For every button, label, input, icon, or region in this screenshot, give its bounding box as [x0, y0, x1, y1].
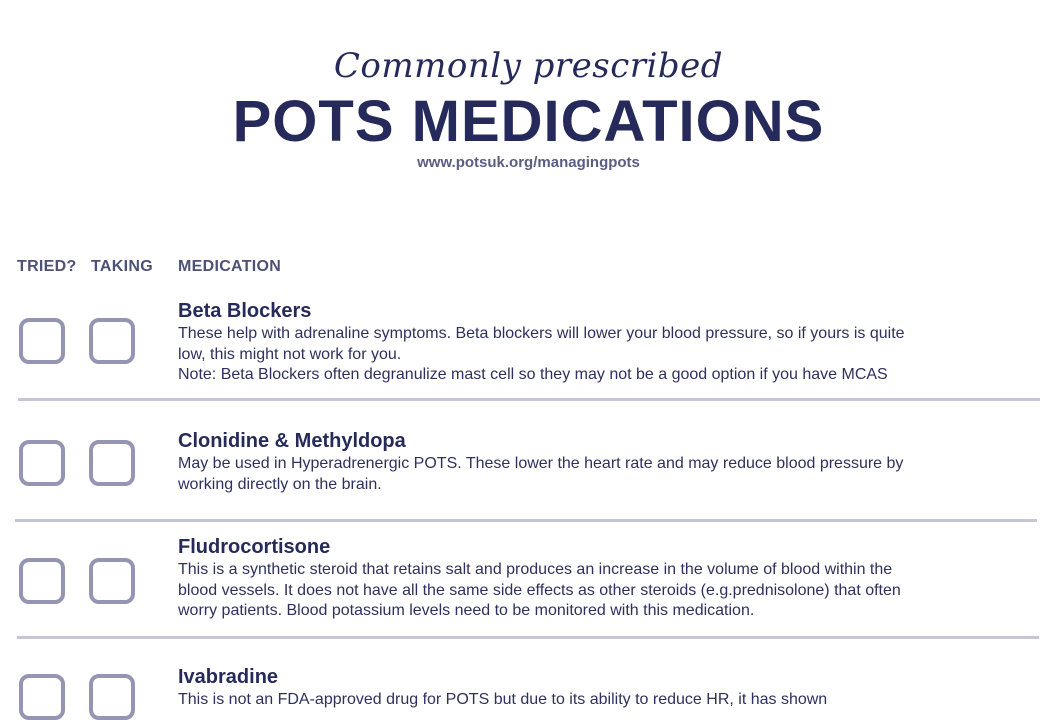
medication-description — [178, 690, 1028, 711]
tried-checkbox[interactable] — [19, 558, 65, 604]
description-line: May be used in Hyperadrenergic POTS. These lower the heart rate and may reduce blood pressure by — [178, 455, 904, 472]
description-line: This is a synthetic steroid that retains salt and produces an increase in the volume of blood within the — [178, 561, 893, 578]
row-divider — [17, 636, 1039, 639]
taking-checkbox[interactable] — [89, 318, 135, 364]
taking-checkbox[interactable] — [89, 558, 135, 604]
description-line: blood vessels. It does not have all the same side effects as other steroids (e.g.prednisolone) that often — [178, 581, 901, 599]
medication-name: Fludrocortisone — [178, 536, 331, 558]
tried-checkbox[interactable] — [19, 674, 65, 720]
medication-description — [178, 560, 1028, 622]
description-line: This is not an FDA-approved drug for POTS but due to its ability to reduce HR, it has shown — [178, 691, 828, 708]
description-line: Note: Beta Blockers often degranulize mast cell so they may not be a good option if you have MCAS — [178, 366, 888, 383]
medication-name: Ivabradine — [178, 666, 279, 688]
tried-checkbox[interactable] — [19, 318, 65, 364]
page-url[interactable]: www.potsuk.org/managingpots — [417, 154, 640, 171]
medication-name: Beta Blockers — [178, 300, 312, 322]
description-line: worry patients. Blood potassium levels need to be monitored with this medication. — [178, 602, 755, 619]
medication-description — [178, 454, 1028, 495]
row-divider — [18, 398, 1040, 401]
medication-description — [178, 324, 1028, 386]
tried-checkbox[interactable] — [19, 440, 65, 486]
page-subtitle: Commonly prescribed — [333, 46, 724, 86]
description-line: low, this might not work for you. — [178, 345, 402, 363]
taking-checkbox[interactable] — [89, 674, 135, 720]
column-header-medication: MEDICATION — [178, 258, 282, 275]
description-line: working directly on the brain. — [178, 475, 382, 493]
column-header-taking: TAKING — [91, 258, 153, 275]
taking-checkbox[interactable] — [89, 440, 135, 486]
column-header-tried: TRIED? — [17, 258, 77, 275]
row-divider — [15, 519, 1037, 522]
description-line: These help with adrenaline symptoms. Beta blockers will lower your blood pressure, so if yours is quite — [178, 325, 905, 342]
page-title: POTS MEDICATIONS — [232, 89, 825, 154]
medication-name: Clonidine & Methyldopa — [178, 430, 406, 452]
